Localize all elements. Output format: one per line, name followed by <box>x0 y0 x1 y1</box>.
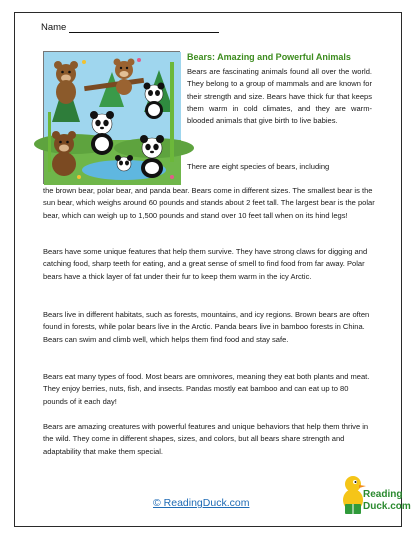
worksheet-page <box>14 12 411 527</box>
paragraph-intro: Bears are fascinating animals found all over the world. They belong to a group of mammals and are known for their strength and size. Bears have thick fur that keeps them warm in cold climates, and they are warm-blooded animals that give birth to live babies. <box>187 67 372 126</box>
paragraph-diet: Bears eat many types of food. Most bears are omnivores, meaning they eat both plants and meat. They enjoy berries, nuts, fish, and insects. Pandas mostly eat bamboo and can eat up to 80 pounds of it each day! <box>43 372 370 406</box>
name-line[interactable] <box>69 24 219 33</box>
reading-duck-logo <box>341 470 411 522</box>
paragraph-features: Bears have some unique features that help them survive. They have strong claws for digging and catching food, sharp teeth for eating, and a great sense of smell to find food from far away. Polar bears have a thick layer of fat under their fur to keep them warm in the icy Arctic. <box>43 247 368 281</box>
page-title: Bears: Amazing and Powerful Animals <box>187 52 351 62</box>
bears-illustration <box>43 51 180 184</box>
paragraph-conclusion: Bears are amazing creatures with powerful features and unique behaviors that help them thrive in the wild. They come in different shapes, sizes, and colors, but all bears share strength and adaptability that make them special. <box>43 422 369 456</box>
paragraph-species: the brown bear, polar bear, and panda bear. Bears come in different sizes. The smallest bear is the sun bear, which weighs around 60 pounds and stands about 2 feet tall. The largest bear is the polar bear, which can weigh up to 1,500 pounds and stand over 10 feet tall when on its hind legs! <box>43 186 375 220</box>
svg-text:Reading: Reading <box>363 489 403 500</box>
name-row <box>41 22 219 33</box>
paragraph-habitats: Bears live in different habitats, such as forests, mountains, and icy regions. Brown bears are often found in forests, while polar bears live in the Arctic. Panda bears live in bamboo forests in China. Bears can swim and climb well, which helps them find food and stay safe. <box>43 310 370 344</box>
name-label: Name <box>41 22 67 33</box>
svg-text:Duck.com: Duck.com <box>363 501 411 512</box>
copyright-link[interactable]: © ReadingDuck.com <box>153 497 250 509</box>
paragraph-species-intro: There are eight species of bears, including <box>187 162 330 171</box>
